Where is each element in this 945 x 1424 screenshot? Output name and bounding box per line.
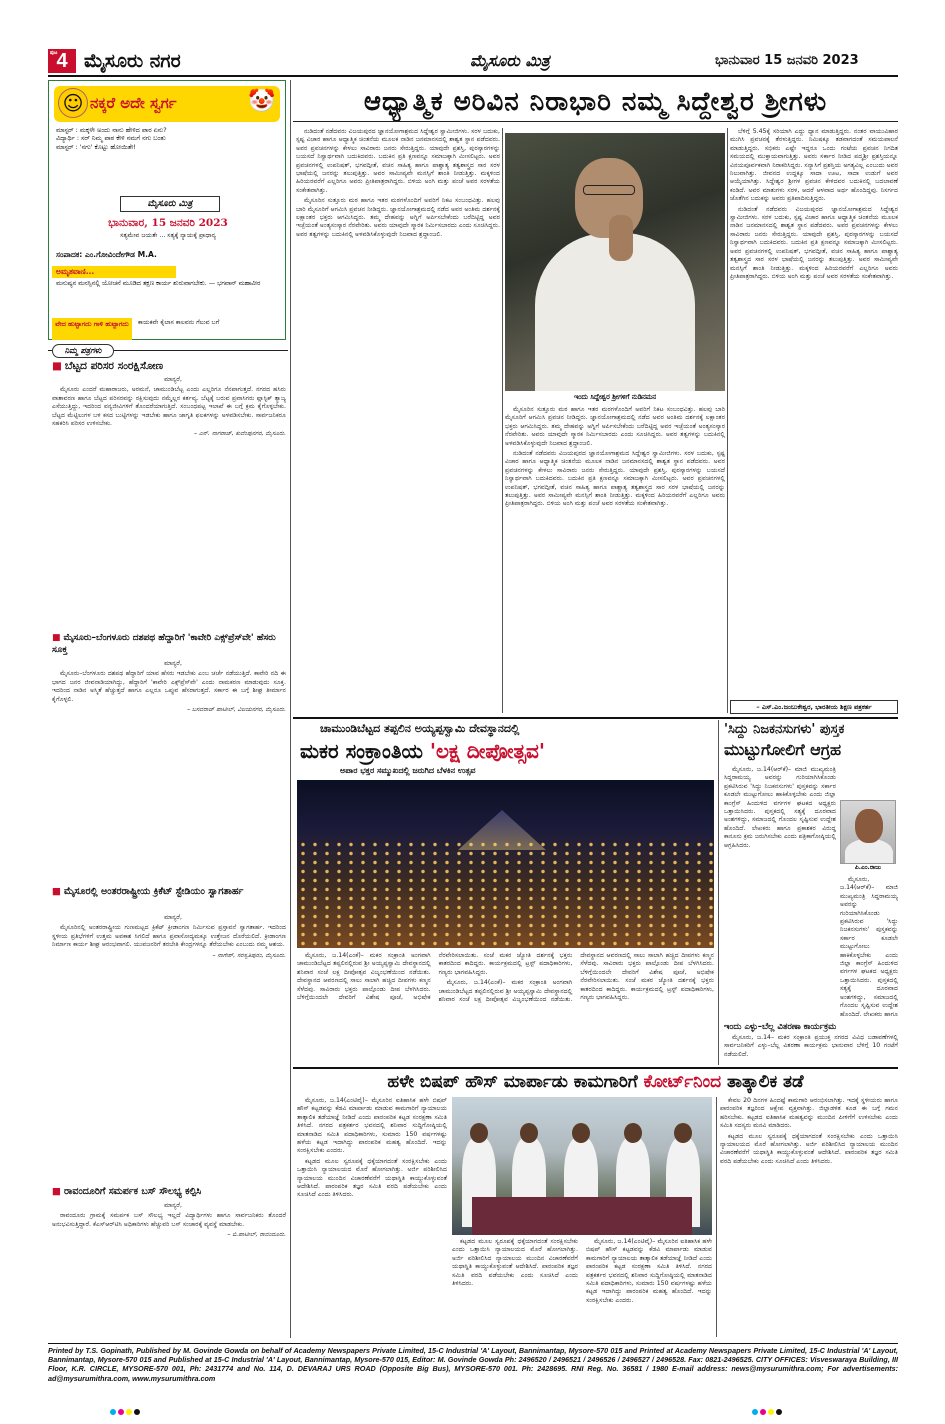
story4-text: ಕೇವಲ 20 ದಿನಗಳ ಹಿಂದಷ್ಟೆ ಕಾಮಗಾರಿ ಆರಂಭಿಸಲಾಗಿತ್ತು. ಇದಕ್ಕೆ ಸ್ಥಳೀಯರು ಹಾಗೂ ಪಾರಂಪರಿಕ ತಜ್ಞರಿಂದ ಆಕ್ಷೇಪ ವ್ಯಕ್ತವಾಗಿತ್ತು. ಜಿಲ್ಲಾಡಳಿತ ಕೂಡ ಈ ಬಗ್ಗೆ ಗಮನ ಹರಿಸಬೇಕು. ಕಟ್ಟಡದ ಐತಿಹಾಸಿಕ ಮಹತ್ವವನ್ನು ಮುಂದಿನ ಪೀಳಿಗೆಗೆ ಉಳಿಸಬೇಕು ಎಂದು ಸಮಿತಿ ಸದಸ್ಯರು ಮನವಿ ಮಾಡಿದರು.	[720, 1097, 898, 1130]
bullet-icon: ■	[52, 360, 62, 372]
page-label: ಪುಟ	[50, 50, 58, 56]
story4-headline-highlight: ಕೋರ್ಟ್‌ನಿಂದ	[643, 1072, 722, 1092]
lead-text: ನುಡಿದಂತೆ ನಡೆದವರು ವಿಜಯಪುರದ ಜ್ಞಾನಯೋಗಾಶ್ರಮದ ಸಿದ್ದೇಶ್ವರ ಸ್ವಾಮೀಜಿಗಳು. ಸರಳ ಬದುಕು, ಸ್ಪಷ್ಟ ವಿಚಾರ ಹಾಗೂ ಆಧ್ಯಾತ್ಮಿಕ ಚಿಂತನೆಯ ಮೂಲಕ ನಾಡಿನ ಜನಮಾನಸದಲ್ಲಿ ಶಾಶ್ವತ ಸ್ಥಾನ ಪಡೆದವರು. ಅವರ ಪ್ರವಚನಗಳನ್ನು ಕೇಳಲು ಸಾವಿರಾರು ಜನರು ಸೇರುತ್ತಿದ್ದರು. ಯಾವುದೇ ಪ್ರಶಸ್ತಿ, ಪುರಸ್ಕಾರಗಳನ್ನು ಬಯಸದೆ ನಿಸ್ವಾರ್ಥವಾಗಿ ಬದುಕಿದವರು. ಬದುಕಿನ ಪ್ರತಿ ಕ್ಷಣವನ್ನೂ ಸಮಾಜಕ್ಕಾಗಿ ಮೀಸಲಿಟ್ಟರು. ಅವರ ಪ್ರವಚನಗಳಲ್ಲಿ ಉಪನಿಷತ್, ಭಗವದ್ಗೀತೆ, ವಚನ ಸಾಹಿತ್ಯ ಹಾಗೂ ಪಾಶ್ಚಾತ್ಯ ತತ್ವಶಾಸ್ತ್ರದ ಸಾರ ಸರಳ ಭಾಷೆಯಲ್ಲಿ ಜನರನ್ನು ತಲುಪುತ್ತಿತ್ತು. ಅವರ ಸಾಮೀಪ್ಯವೇ ಮನಸ್ಸಿಗೆ ಶಾಂತಿ ನೀಡುತ್ತಿತ್ತು. ಮಕ್ಕಳಿಂದ ಹಿರಿಯರವರೆಗೆ ಎಲ್ಲರಿಗೂ ಅವರು ಪ್ರೀತಿಪಾತ್ರರಾಗಿದ್ದರು. ಬಿಳಿಯ ಅಂಗಿ ಮತ್ತು ಪಂಚೆ ಅವರ ಸರಳತೆಯ ಸಂಕೇತವಾಗಿತ್ತು.	[505, 450, 725, 508]
letter-headline	[52, 1186, 286, 1198]
story3-brief-body	[724, 1034, 898, 1064]
letter-text: ಮೈಸೂರು ಎಂದರೆ ಮಹಾರಾಜರು, ಅರಮನೆ, ಚಾಮುಂಡಿಬೆಟ್ಟ ಎಂದು ಎಲ್ಲರಿಗೂ ನೆನಪಾಗುತ್ತದೆ. ನಗರದ ಹಸಿರು ವಾತಾವರಣ ಹಾಗೂ ಬೆಟ್ಟದ ಪರಿಸರವನ್ನು ರಕ್ಷಿಸುವುದು ನಮ್ಮೆಲ್ಲರ ಕರ್ತವ್ಯ. ಬೆಟ್ಟಕ್ಕೆ ಬರುವ ಪ್ರವಾಸಿಗರು ಪ್ಲಾಸ್ಟಿಕ್ ತ್ಯಾಜ್ಯ ಎಸೆಯುತ್ತಿದ್ದು, ಇದರಿಂದ ವನ್ಯಜೀವಿಗಳಿಗೆ ತೊಂದರೆಯಾಗುತ್ತಿದೆ. ಸಂಬಂಧಪಟ್ಟ ಇಲಾಖೆ ಈ ಬಗ್ಗೆ ಕ್ರಮ ಕೈಗೊಳ್ಳಬೇಕು. ಬೆಟ್ಟದ ಮೆಟ್ಟಿಲುಗಳ ಬಳಿ ಕಸದ ಬುಟ್ಟಿಗಳನ್ನು ಇಡಬೇಕು ಹಾಗೂ ಜಾಗೃತಿ ಫಲಕಗಳನ್ನು ಅಳವಡಿಸಬೇಕು. ಸಾರ್ವಜನಿಕರೂ ಸಹಕರಿಸಿ ಪರಿಸರ ಉಳಿಸಬೇಕು.	[52, 386, 286, 428]
story2-headline-main: ಮಕರ ಸಂಕ್ರಾಂತಿಯ	[300, 739, 430, 763]
section-rule	[293, 717, 898, 719]
joke-title: ನಕ್ಕರೆ ಅದೇ ಸ್ವರ್ಗ	[90, 94, 177, 112]
proverb-label: ವೇದ ಹುಟ್ಟಾಗದು ಗಾಳಿ ಹುಟ್ಟಾಗದು	[52, 318, 132, 340]
page-number-badge	[48, 49, 76, 73]
jester-icon: 🤡	[248, 89, 276, 114]
quote-title: ಅಮೃತವಾಣಿ...	[52, 266, 176, 278]
letter-salute: ಮಾನ್ಯರೆ,	[164, 914, 182, 921]
joke-text	[56, 126, 280, 192]
box-motto: ಸತ್ಯಮೇವ ಜಯತೇ ... ಸತ್ಯಕ್ಕೆ ನ್ಯಾಯಕ್ಕೆ ಪ್ರಾಧಾನ್ಯ	[120, 232, 216, 239]
letter-title: ಮೈಸೂರು–ಬೆಂಗಳೂರು ದಶಪಥ ಹೆದ್ದಾರಿಗೆ 'ಕಾವೇರಿ ಎಕ್ಸ್‌ಪ್ರೆಸ್‌ವೇ' ಹೆಸರು ಸೂಕ್ತ	[52, 633, 276, 655]
joke-line: ಮಾಸ್ಟರ್ : 'ನಗು' ಕೊಟ್ಟು ಹೋಯಿತೇ!	[56, 142, 136, 151]
story4-text: ಮೈಸೂರು, ಜ.14(ಎಂಟಿವೈ)– ಮೈಸೂರಿನ ಐತಿಹಾಸಿಕ ಹಳೇ ಬಿಷಪ್ ಹೌಸ್ ಕಟ್ಟಡವನ್ನು ಕೆಡವಿ ಮಾರ್ಪಾಡು ಮಾಡುವ ಕಾಮಗಾರಿಗೆ ನ್ಯಾಯಾಲಯ ತಾತ್ಕಾಲಿಕ ತಡೆಯಾಜ್ಞೆ ನೀಡಿದೆ ಎಂದು ಪಾರಂಪರಿಕ ಕಟ್ಟಡ ಸಂರಕ್ಷಣಾ ಸಮಿತಿ ತಿಳಿಸಿದೆ. ನಗರದ ಪತ್ರಕರ್ತರ ಭವನದಲ್ಲಿ ಶನಿವಾರ ಸುದ್ದಿಗೋಷ್ಠಿಯಲ್ಲಿ ಮಾತನಾಡಿದ ಸಮಿತಿ ಪದಾಧಿಕಾರಿಗಳು, ಸುಮಾರು 150 ವರ್ಷಗಳಷ್ಟು ಹಳೆಯ ಕಟ್ಟಡ ಇದಾಗಿದ್ದು ಪಾರಂಪರಿಕ ಮಹತ್ವ ಹೊಂದಿದೆ. ಇದನ್ನು ಸಂರಕ್ಷಿಸಬೇಕು ಎಂದರು.	[586, 1238, 712, 1304]
lead-column-2	[505, 406, 725, 712]
letter-body	[52, 1202, 286, 1338]
issue-date: ಭಾನುವಾರ 15 ಜನವರಿ 2023	[715, 53, 859, 68]
lead-text: ಬೆಳಿಗ್ಗೆ 5.45ಕ್ಕೆ ಸರಿಯಾಗಿ ಎದ್ದು ಧ್ಯಾನ ಮಾಡುತ್ತಿದ್ದರು. ನಂತರ ವಾಯುವಿಹಾರ ಮುಗಿಸಿ ಪ್ರವಚನಕ್ಕೆ ತೆರಳುತ್ತಿದ್ದರು. ನಿಮಿಷಕ್ಕೂ ತಡವಾಗದಂತೆ ಸಮಯಪಾಲನೆ ಮಾಡುತ್ತಿದ್ದರು. ಸಭಿಕರು ಎಷ್ಟೇ ಇದ್ದರೂ ಒಂದು ಗಂಟೆಯ ಪ್ರವಚನ ನಿಗದಿತ ಸಮಯದಲ್ಲಿ ಮುಕ್ತಾಯವಾಗುತ್ತಿತ್ತು. ಅವರು ಸರ್ಕಾರ ನೀಡಿದ ಪದ್ಮಶ್ರೀ ಪ್ರಶಸ್ತಿಯನ್ನೂ ವಿನಯಪೂರ್ವಕವಾಗಿ ನಿರಾಕರಿಸಿದ್ದರು. ಸನ್ಯಾಸಿಗೆ ಪ್ರಶಸ್ತಿಯ ಅಗತ್ಯವಿಲ್ಲ ಎಂಬುದು ಅವರ ನಿಲುವಾಗಿತ್ತು. ಜೀವನದ ಉದ್ದಕ್ಕೂ ಸಾದಾ ಊಟ, ಸಾದಾ ಉಡುಗೆ ಅವರ ಆಯ್ಕೆಯಾಗಿತ್ತು. ಸಿದ್ದೇಶ್ವರ ಶ್ರೀಗಳ ಪ್ರವಚನ ಕೇಳಿದವರ ಬದುಕಿನಲ್ಲಿ ಬದಲಾವಣೆ ಕಂಡಿದೆ. ಅವರ ಮಾತುಗಳು ಸರಳ, ಆದರೆ ಆಳವಾದ ಅರ್ಥ ಹೊಂದಿದ್ದವು. ನಿಸರ್ಗದ ಜೊತೆಗಿನ ಬದುಕನ್ನು ಅವರು ಪ್ರತಿಪಾದಿಸುತ್ತಿದ್ದರು.	[730, 128, 898, 203]
joke-line: ಮಾಸ್ಟರ್ : ಮಕ್ಕಳೇ ಅಂದು ನಾನು ಹೇಳಿದ ಪಾಠ ಏನು?	[56, 126, 167, 134]
story2-kicker: ಚಾಮುಂಡಿಬೆಟ್ಟದ ತಪ್ಪಲಿನ ಅಯ್ಯಪ್ಪಸ್ವಾಮಿ ದೇವಸ್ಥಾನದಲ್ಲಿ	[320, 722, 520, 735]
story4-column-2	[452, 1238, 712, 1338]
lead-column-3	[730, 128, 898, 696]
letter-body	[52, 376, 286, 628]
letter-signature: – ಬಸವರಾಜ್ ಪಾಟೀಲ್, ವಿಜಯನಗರ, ಮೈಸೂರು.	[187, 706, 286, 714]
bullet-icon: ■	[52, 633, 61, 643]
story3-headline-line1: 'ಸಿದ್ದು ನಿಜಕನಸುಗಳು' ಪುಸ್ತಕ	[724, 722, 845, 737]
headline-rule	[293, 121, 898, 122]
press-meet-photo	[452, 1097, 712, 1235]
letter-body	[52, 660, 286, 882]
column-divider	[716, 1097, 717, 1337]
story2-body	[297, 952, 714, 1062]
lead-text: ಮೈಸೂರಿನ ಸುತ್ತೂರು ಮಠ ಹಾಗೂ ಇತರ ಮಠಗಳೊಂದಿಗೆ ಅವರಿಗೆ ನಿಕಟ ಸಂಬಂಧವಿತ್ತು. ಹಲವು ಬಾರಿ ಮೈಸೂರಿಗೆ ಆಗಮಿಸಿ ಪ್ರವಚನ ನೀಡಿದ್ದರು. ಜ್ಞಾನಯೋಗಾಶ್ರಮದಲ್ಲಿ ನಡೆದ ಅವರ ಅಂತಿಮ ದರ್ಶನಕ್ಕೆ ಲಕ್ಷಾಂತರ ಭಕ್ತರು ಆಗಮಿಸಿದ್ದರು. ತಮ್ಮ ದೇಹವನ್ನು ಅಗ್ನಿಗೆ ಅರ್ಪಿಸಬೇಕೆಂದು ಬರೆದಿಟ್ಟಿದ್ದ ಅವರ ಇಚ್ಛೆಯಂತೆ ಅಂತ್ಯಸಂಸ್ಕಾರ ನೆರವೇರಿತು. ಅವರು ಯಾವುದೇ ಸ್ಮಾರಕ ನಿರ್ಮಿಸಬಾರದು ಎಂದು ಸೂಚಿಸಿದ್ದರು. ಅವರ ತತ್ವಗಳನ್ನು ಬದುಕಿನಲ್ಲಿ ಅಳವಡಿಸಿಕೊಳ್ಳುವುದೇ ನಿಜವಾದ ಶ್ರದ್ಧಾಂಜಲಿ.	[505, 406, 725, 447]
lead-text: ನುಡಿದಂತೆ ನಡೆದವರು ವಿಜಯಪುರದ ಜ್ಞಾನಯೋಗಾಶ್ರಮದ ಸಿದ್ದೇಶ್ವರ ಸ್ವಾಮೀಜಿಗಳು. ಸರಳ ಬದುಕು, ಸ್ಪಷ್ಟ ವಿಚಾರ ಹಾಗೂ ಆಧ್ಯಾತ್ಮಿಕ ಚಿಂತನೆಯ ಮೂಲಕ ನಾಡಿನ ಜನಮಾನಸದಲ್ಲಿ ಶಾಶ್ವತ ಸ್ಥಾನ ಪಡೆದವರು. ಅವರ ಪ್ರವಚನಗಳನ್ನು ಕೇಳಲು ಸಾವಿರಾರು ಜನರು ಸೇರುತ್ತಿದ್ದರು. ಯಾವುದೇ ಪ್ರಶಸ್ತಿ, ಪುರಸ್ಕಾರಗಳನ್ನು ಬಯಸದೆ ನಿಸ್ವಾರ್ಥವಾಗಿ ಬದುಕಿದವರು. ಬದುಕಿನ ಪ್ರತಿ ಕ್ಷಣವನ್ನೂ ಸಮಾಜಕ್ಕಾಗಿ ಮೀಸಲಿಟ್ಟರು. ಅವರ ಪ್ರವಚನಗಳಲ್ಲಿ ಉಪನಿಷತ್, ಭಗವದ್ಗೀತೆ, ವಚನ ಸಾಹಿತ್ಯ ಹಾಗೂ ಪಾಶ್ಚಾತ್ಯ ತತ್ವಶಾಸ್ತ್ರದ ಸಾರ ಸರಳ ಭಾಷೆಯಲ್ಲಿ ಜನರನ್ನು ತಲುಪುತ್ತಿತ್ತು. ಅವರ ಸಾಮೀಪ್ಯವೇ ಮನಸ್ಸಿಗೆ ಶಾಂತಿ ನೀಡುತ್ತಿತ್ತು. ಮಕ್ಕಳಿಂದ ಹಿರಿಯರವರೆಗೆ ಎಲ್ಲರಿಗೂ ಅವರು ಪ್ರೀತಿಪಾತ್ರರಾಗಿದ್ದರು. ಬಿಳಿಯ ಅಂಗಿ ಮತ್ತು ಪಂಚೆ ಅವರ ಸರಳತೆಯ ಸಂಕೇತವಾಗಿತ್ತು.	[296, 128, 500, 194]
letter-salute: ಮಾನ್ಯರೆ,	[164, 1202, 182, 1209]
quote-text: ಮನುಷ್ಯನ ಮನಸ್ಸಿನಲ್ಲಿ ಯೋಚನೆ ಮೂಡಿದ ತಕ್ಷಣ ಕಾರ್ಯ ಶುರುವಾಗಬೇಕು. — ಭಗವಾನ್ ಮಹಾವೀರ	[56, 280, 261, 287]
story2-headline	[300, 738, 700, 764]
story4-headline-end: ತಾತ್ಕಾಲಿಕ ತಡೆ	[721, 1072, 804, 1092]
story3-text: ಮೈಸೂರು, ಜ.14(ಆರ್‌ಕೆ)– ಮಾಜಿ ಮುಖ್ಯಮಂತ್ರಿ ಸಿದ್ದರಾಮಯ್ಯ ಅವರನ್ನು ಗುರಿಯಾಗಿಸಿಕೊಂಡು ಪ್ರಕಟಿಸಿರುವ 'ಸಿದ್ದು ನಿಜಕನಸುಗಳು' ಪುಸ್ತಕವನ್ನು ಸರ್ಕಾರ ಕೂಡಲೇ ಮುಟ್ಟುಗೋಲು ಹಾಕಿಕೊಳ್ಳಬೇಕು ಎಂದು ಜಿಲ್ಲಾ ಕಾಂಗ್ರೆಸ್ ಹಿಂದುಳಿದ ವರ್ಗಗಳ ಘಟಕದ ಅಧ್ಯಕ್ಷರು ಒತ್ತಾಯಿಸಿದರು. ಪುಸ್ತಕದಲ್ಲಿ ಸತ್ಯಕ್ಕೆ ದೂರವಾದ ಅಂಶಗಳಿದ್ದು, ಸಮಾಜದಲ್ಲಿ ಗೊಂದಲ ಸೃಷ್ಟಿಸುವ ಉದ್ದೇಶ ಹೊಂದಿದೆ. ಲೇಖಕರು ಹಾಗೂ ಪ್ರಕಾಶಕರ ವಿರುದ್ಧ ಕಾನೂನು ಕ್ರಮ ಜರುಗಿಸಬೇಕು ಎಂದು ಪತ್ರಿಕಾಗೋಷ್ಠಿಯಲ್ಲಿ ಆಗ್ರಹಿಸಿದರು.	[724, 766, 836, 849]
editor-line: ಸಂಪಾದಕ: ಎಂ.ಗೋವಿಂದೇಗೌಡ M.A.	[56, 250, 157, 259]
letter-body	[52, 914, 286, 1182]
bullet-icon: ■	[52, 1186, 61, 1197]
letter-signature: – ನಾಗೇಶ್, ಸರಸ್ವತಿಪುರಂ, ಮೈಸೂರು.	[212, 951, 286, 959]
letter-text: ರಾವಂದೂರು ಗ್ರಾಮಕ್ಕೆ ಸಮರ್ಪಕ ಬಸ್ ಸೌಲಭ್ಯ ಇಲ್ಲದೆ ವಿದ್ಯಾರ್ಥಿಗಳು ಹಾಗೂ ಸಾರ್ವಜನಿಕರು ತೊಂದರೆ ಅನುಭವಿಸುತ್ತಿದ್ದಾರೆ. ಕೆಎಸ್‌ಆರ್‌ಟಿಸಿ ಅಧಿಕಾರಿಗಳು ಹೆಚ್ಚುವರಿ ಬಸ್ ಸಂಚಾರಕ್ಕೆ ವ್ಯವಸ್ಥೆ ಮಾಡಬೇಕು.	[52, 1212, 286, 1228]
story3-body-continued	[840, 876, 898, 1020]
person-photo	[840, 800, 896, 864]
section-name: ಮೈಸೂರು ನಗರ	[84, 50, 181, 72]
column-divider	[290, 80, 291, 1338]
letter-text: ಮೈಸೂರು–ಬೆಂಗಳೂರು ದಶಪಥ ಹೆದ್ದಾರಿಗೆ ಯಾವ ಹೆಸರು ಇಡಬೇಕು ಎಂಬ ಚರ್ಚೆ ನಡೆಯುತ್ತಿದೆ. ಕಾವೇರಿ ನದಿ ಈ ಭಾಗದ ಜನರ ಜೀವನಾಡಿಯಾಗಿದ್ದು, ಹೆದ್ದಾರಿಗೆ 'ಕಾವೇರಿ ಎಕ್ಸ್‌ಪ್ರೆಸ್‌ವೇ' ಎಂದು ನಾಮಕರಣ ಮಾಡುವುದು ಸೂಕ್ತ. ಇದರಿಂದ ನಾಡಿನ ಅಸ್ಮಿತೆ ಹೆಚ್ಚುತ್ತದೆ ಹಾಗೂ ಎಲ್ಲರೂ ಒಪ್ಪುವ ಹೆಸರಾಗುತ್ತದೆ. ಸರ್ಕಾರ ಈ ಬಗ್ಗೆ ಶೀಘ್ರ ತೀರ್ಮಾನ ಕೈಗೊಳ್ಳಲಿ.	[52, 670, 286, 703]
story4-text: ಮೈಸೂರು, ಜ.14(ಎಂಟಿವೈ)– ಮೈಸೂರಿನ ಐತಿಹಾಸಿಕ ಹಳೇ ಬಿಷಪ್ ಹೌಸ್ ಕಟ್ಟಡವನ್ನು ಕೆಡವಿ ಮಾರ್ಪಾಡು ಮಾಡುವ ಕಾಮಗಾರಿಗೆ ನ್ಯಾಯಾಲಯ ತಾತ್ಕಾಲಿಕ ತಡೆಯಾಜ್ಞೆ ನೀಡಿದೆ ಎಂದು ಪಾರಂಪರಿಕ ಕಟ್ಟಡ ಸಂರಕ್ಷಣಾ ಸಮಿತಿ ತಿಳಿಸಿದೆ. ನಗರದ ಪತ್ರಕರ್ತರ ಭವನದಲ್ಲಿ ಶನಿವಾರ ಸುದ್ದಿಗೋಷ್ಠಿಯಲ್ಲಿ ಮಾತನಾಡಿದ ಸಮಿತಿ ಪದಾಧಿಕಾರಿಗಳು, ಸುಮಾರು 150 ವರ್ಷಗಳಷ್ಟು ಹಳೆಯ ಕಟ್ಟಡ ಇದಾಗಿದ್ದು ಪಾರಂಪರಿಕ ಮಹತ್ವ ಹೊಂದಿದೆ. ಇದನ್ನು ಸಂರಕ್ಷಿಸಬೇಕು ಎಂದರು.	[297, 1097, 447, 1155]
story4-text: ಕಟ್ಟಡದ ಮೂಲ ಸ್ವರೂಪಕ್ಕೆ ಧಕ್ಕೆಯಾಗದಂತೆ ಸಂರಕ್ಷಿಸಬೇಕು ಎಂದು ಒತ್ತಾಯಿಸಿ ನ್ಯಾಯಾಲಯದ ಮೊರೆ ಹೋಗಲಾಗಿತ್ತು. ಅರ್ಜಿ ಪರಿಶೀಲಿಸಿದ ನ್ಯಾಯಾಲಯ ಮುಂದಿನ ವಿಚಾರಣೆವರೆಗೆ ಯಥಾಸ್ಥಿತಿ ಕಾಯ್ದುಕೊಳ್ಳುವಂತೆ ಆದೇಶಿಸಿದೆ. ಪಾರಂಪರಿಕ ತಜ್ಞರ ಸಮಿತಿ ವರದಿ ಪಡೆಯಬೇಕು ಎಂದು ಸೂಚಿಸಿದೆ ಎಂದು ತಿಳಿಸಿದರು.	[297, 1157, 447, 1199]
story4-headline	[293, 1070, 898, 1094]
story2-text: ಮೈಸೂರು, ಜ.14(ಎಂಕೆ)– ಮಕರ ಸಂಕ್ರಾಂತಿ ಅಂಗವಾಗಿ ಚಾಮುಂಡಿಬೆಟ್ಟದ ತಪ್ಪಲಿನಲ್ಲಿರುವ ಶ್ರೀ ಅಯ್ಯಪ್ಪಸ್ವಾಮಿ ದೇವಸ್ಥಾನದಲ್ಲಿ ಶನಿವಾರ ಸಂಜೆ ಲಕ್ಷ ದೀಪೋತ್ಸವ ವಿಜೃಂಭಣೆಯಿಂದ ನಡೆಯಿತು. ದೇವಸ್ಥಾನದ ಆವರಣದಲ್ಲಿ ಸಾಲು ಸಾಲಾಗಿ ಹಚ್ಚಿದ ದೀಪಗಳು ಕಣ್ಮನ ಸೆಳೆದವು. ಸಾವಿರಾರು ಭಕ್ತರು ಪಾಲ್ಗೊಂಡು ದೀಪ ಬೆಳಗಿಸಿದರು. ಬೆಳಿಗ್ಗೆಯಿಂದಲೇ ದೇವರಿಗೆ ವಿಶೇಷ ಪೂಜೆ, ಅಭಿಷೇಕ ನೆರವೇರಿಸಲಾಯಿತು. ಸಂಜೆ ಮಕರ ಜ್ಯೋತಿ ದರ್ಶನಕ್ಕೆ ಭಕ್ತರು ಕಾತರದಿಂದ ಕಾದಿದ್ದರು. ಕಾರ್ಯಕ್ರಮದಲ್ಲಿ ಟ್ರಸ್ಟ್ ಪದಾಧಿಕಾರಿಗಳು, ಗಣ್ಯರು ಭಾಗವಹಿಸಿದ್ದರು.	[297, 952, 573, 1002]
letter-headline	[52, 632, 286, 656]
letter-salute: ಮಾನ್ಯರೆ,	[164, 376, 182, 383]
bullet-icon: ■	[52, 886, 61, 897]
story2-headline-highlight: 'ಲಕ್ಷ ದೀಪೋತ್ಸವ'	[429, 739, 545, 763]
letter-title: ಮೈಸೂರಲ್ಲಿ ಅಂತರರಾಷ್ಟ್ರೀಯ ಕ್ರಿಕೆಟ್ ಸ್ಟೇಡಿಯಂ ಸ್ವಾಗತಾರ್ಹ	[63, 886, 244, 897]
proverb-text: ಕಾಯಕವೇ ಕೈಲಾಸ ಕಾಲವನು ಗೆಲುವ ಬಗೆ	[138, 319, 220, 326]
story4-column-3	[720, 1097, 898, 1337]
column-divider	[502, 128, 503, 713]
letter-headline	[52, 360, 286, 373]
story4-column-1	[297, 1097, 447, 1337]
letter-salute: ಮಾನ್ಯರೆ,	[164, 660, 182, 667]
person-photo-caption: ಪಿ.ಎಂ.ರಾಜು	[854, 864, 882, 871]
photo-caption: ಇಂದು ಸಿದ್ದೇಶ್ವರ ಶ್ರೀಗಳಿಗೆ ನುಡಿನಮನ	[573, 393, 657, 401]
imprint-line: Printed by T.S. Gopinath, Published by M. Govinde Gowda on behalf of Academy Newspapers Private Limited, 15-C Industrial 'A' Layout, Bannimantap, Mysore-570 015 and Printed at Academy Newspapers Private Limited, 15-C Industrial 'A' Layout, Bannimantap, Mysore-570 015 and Published at 15-C Industrial 'A' Layout, Bannimantap, Mysore-570 015, Editor: M. Govinde Gowda Ph: 2496520 / 2496521 / 2496526 / 2496527 / 2496528. Fax: 0821-2496525. CITY OFFICES: Visveswaraya Building, III Floor, K.R. CIRCLE, MYSORE-570 001, Ph: 2431774 and No. 114, D. DEVARAJ URS ROAD (Opposite Big Bus), MYSORE-570 001. Ph: 2428695. RNI Reg. No. 36581 / 1980 E-mail address: news@mysurumithra.com; For advertisements: ad@mysurumithra.com, www.mysurumithra.com	[48, 1343, 898, 1393]
joke-line: ವಿದ್ಯಾರ್ಥಿ : ಸರ್ ನಿಮ್ಮ ಪಾಠ ಕೇಳಿ ನಮಗೆ ನಗು ಬಂತು	[56, 134, 166, 143]
laughing-face-icon: ☺	[58, 88, 88, 118]
lead-column-1	[296, 128, 500, 713]
letters-section-tab: ನಿಮ್ಮ ಪತ್ರಗಳು	[52, 344, 114, 358]
lead-text: ನುಡಿದಂತೆ ನಡೆದವರು ವಿಜಯಪುರದ ಜ್ಞಾನಯೋಗಾಶ್ರಮದ ಸಿದ್ದೇಶ್ವರ ಸ್ವಾಮೀಜಿಗಳು. ಸರಳ ಬದುಕು, ಸ್ಪಷ್ಟ ವಿಚಾರ ಹಾಗೂ ಆಧ್ಯಾತ್ಮಿಕ ಚಿಂತನೆಯ ಮೂಲಕ ನಾಡಿನ ಜನಮಾನಸದಲ್ಲಿ ಶಾಶ್ವತ ಸ್ಥಾನ ಪಡೆದವರು. ಅವರ ಪ್ರವಚನಗಳನ್ನು ಕೇಳಲು ಸಾವಿರಾರು ಜನರು ಸೇರುತ್ತಿದ್ದರು. ಯಾವುದೇ ಪ್ರಶಸ್ತಿ, ಪುರಸ್ಕಾರಗಳನ್ನು ಬಯಸದೆ ನಿಸ್ವಾರ್ಥವಾಗಿ ಬದುಕಿದವರು. ಬದುಕಿನ ಪ್ರತಿ ಕ್ಷಣವನ್ನೂ ಸಮಾಜಕ್ಕಾಗಿ ಮೀಸಲಿಟ್ಟರು. ಅವರ ಪ್ರವಚನಗಳಲ್ಲಿ ಉಪನಿಷತ್, ಭಗವದ್ಗೀತೆ, ವಚನ ಸಾಹಿತ್ಯ ಹಾಗೂ ಪಾಶ್ಚಾತ್ಯ ತತ್ವಶಾಸ್ತ್ರದ ಸಾರ ಸರಳ ಭಾಷೆಯಲ್ಲಿ ಜನರನ್ನು ತಲುಪುತ್ತಿತ್ತು. ಅವರ ಸಾಮೀಪ್ಯವೇ ಮನಸ್ಸಿಗೆ ಶಾಂತಿ ನೀಡುತ್ತಿತ್ತು. ಮಕ್ಕಳಿಂದ ಹಿರಿಯರವರೆಗೆ ಎಲ್ಲರಿಗೂ ಅವರು ಪ್ರೀತಿಪಾತ್ರರಾಗಿದ್ದರು. ಬಿಳಿಯ ಅಂಗಿ ಮತ್ತು ಪಂಚೆ ಅವರ ಸರಳತೆಯ ಸಂಕೇತವಾಗಿತ್ತು.	[730, 205, 898, 280]
column-divider	[727, 128, 728, 713]
seer-photo	[505, 133, 725, 391]
story2-text: ಮೈಸೂರು, ಜ.14(ಎಂಕೆ)– ಮಕರ ಸಂಕ್ರಾಂತಿ ಅಂಗವಾಗಿ ಚಾಮುಂಡಿಬೆಟ್ಟದ ತಪ್ಪಲಿನಲ್ಲಿರುವ ಶ್ರೀ ಅಯ್ಯಪ್ಪಸ್ವಾಮಿ ದೇವಸ್ಥಾನದಲ್ಲಿ ಶನಿವಾರ ಸಂಜೆ ಲಕ್ಷ ದೀಪೋತ್ಸವ ವಿಜೃಂಭಣೆಯಿಂದ ನಡೆಯಿತು. ದೇವಸ್ಥಾನದ ಆವರಣದಲ್ಲಿ ಸಾಲು ಸಾಲಾಗಿ ಹಚ್ಚಿದ ದೀಪಗಳು ಕಣ್ಮನ ಸೆಳೆದವು. ಸಾವಿರಾರು ಭಕ್ತರು ಪಾಲ್ಗೊಂಡು ದೀಪ ಬೆಳಗಿಸಿದರು. ಬೆಳಿಗ್ಗೆಯಿಂದಲೇ ದೇವರಿಗೆ ವಿಶೇಷ ಪೂಜೆ, ಅಭಿಷೇಕ ನೆರವೇರಿಸಲಾಯಿತು. ಸಂಜೆ ಮಕರ ಜ್ಯೋತಿ ದರ್ಶನಕ್ಕೆ ಭಕ್ತರು ಕಾತರದಿಂದ ಕಾದಿದ್ದರು. ಕಾರ್ಯಕ್ರಮದಲ್ಲಿ ಟ್ರಸ್ಟ್ ಪದಾಧಿಕಾರಿಗಳು, ಗಣ್ಯರು ಭಾಗವಹಿಸಿದ್ದರು.	[438, 952, 714, 1004]
letter-signature: – ಎನ್. ನಾಗರಾಜ್, ಕುವೆಂಪುನಗರ, ಮೈಸೂರು.	[193, 430, 286, 438]
story3-text: ಮೈಸೂರು, ಜ.14(ಆರ್‌ಕೆ)– ಮಾಜಿ ಮುಖ್ಯಮಂತ್ರಿ ಸಿದ್ದರಾಮಯ್ಯ ಅವರನ್ನು ಗುರಿಯಾಗಿಸಿಕೊಂಡು ಪ್ರಕಟಿಸಿರುವ 'ಸಿದ್ದು ನಿಜಕನಸುಗಳು' ಪುಸ್ತಕವನ್ನು ಸರ್ಕಾರ ಕೂಡಲೇ ಮುಟ್ಟುಗೋಲು ಹಾಕಿಕೊಳ್ಳಬೇಕು ಎಂದು ಜಿಲ್ಲಾ ಕಾಂಗ್ರೆಸ್ ಹಿಂದುಳಿದ ವರ್ಗಗಳ ಘಟಕದ ಅಧ್ಯಕ್ಷರು ಒತ್ತಾಯಿಸಿದರು. ಪುಸ್ತಕದಲ್ಲಿ ಸತ್ಯಕ್ಕೆ ದೂರವಾದ ಅಂಶಗಳಿದ್ದು, ಸಮಾಜದಲ್ಲಿ ಗೊಂದಲ ಸೃಷ್ಟಿಸುವ ಉದ್ದೇಶ ಹೊಂದಿದೆ. ಲೇಖಕರು ಹಾಗೂ	[840, 876, 898, 1018]
story4-headline-main: ಹಳೇ ಬಿಷಪ್ ಹೌಸ್ ಮಾರ್ಪಾಡು ಕಾಮಗಾರಿಗೆ	[387, 1072, 644, 1092]
story2-subhead: ಅಪಾರ ಭಕ್ತರ ಸಮ್ಮುಖದಲ್ಲಿ ಜರುಗಿದ ಬೆಳಕಿನ ಉತ್ಸವ	[340, 766, 476, 775]
story3-brief-text: ಮೈಸೂರು, ಜ.14– ಮಕರ ಸಂಕ್ರಾಂತಿ ಪ್ರಯುಕ್ತ ನಗರದ ವಿವಿಧ ಬಡಾವಣೆಗಳಲ್ಲಿ ಸಾರ್ವಜನಿಕರಿಗೆ ಎಳ್ಳು–ಬೆಲ್ಲ ವಿತರಣಾ ಕಾರ್ಯಕ್ರಮ ಭಾನುವಾರ ಬೆಳಿಗ್ಗೆ 10 ಗಂಟೆಗೆ ನಡೆಯಲಿದೆ.	[724, 1034, 898, 1058]
letter-title: ರಾವಂದೂರಿಗೆ ಸಮರ್ಪಕ ಬಸ್ ಸೌಲಭ್ಯ ಕಲ್ಪಿಸಿ	[63, 1186, 202, 1197]
masthead-rule	[48, 75, 898, 77]
letter-signature: – ಬಿ.ಪಾಟೀಲ್, ರಾವಂದೂರು.	[227, 1231, 286, 1239]
box-date: ಭಾನುವಾರ, 15 ಜನವರಿ 2023	[108, 217, 228, 229]
section-rule	[293, 1067, 898, 1069]
letter-title: ಬೆಟ್ಟದ ಪರಿಸರ ಸಂರಕ್ಷಿಸೋಣ	[64, 360, 164, 372]
story3-headline-line2: ಮುಟ್ಟುಗೋಲಿಗೆ ಆಗ್ರಹ	[724, 740, 842, 759]
paper-logo: ಮೈಸೂರು ಮಿತ್ರ	[470, 51, 550, 70]
lead-text: ಮೈಸೂರಿನ ಸುತ್ತೂರು ಮಠ ಹಾಗೂ ಇತರ ಮಠಗಳೊಂದಿಗೆ ಅವರಿಗೆ ನಿಕಟ ಸಂಬಂಧವಿತ್ತು. ಹಲವು ಬಾರಿ ಮೈಸೂರಿಗೆ ಆಗಮಿಸಿ ಪ್ರವಚನ ನೀಡಿದ್ದರು. ಜ್ಞಾನಯೋಗಾಶ್ರಮದಲ್ಲಿ ನಡೆದ ಅವರ ಅಂತಿಮ ದರ್ಶನಕ್ಕೆ ಲಕ್ಷಾಂತರ ಭಕ್ತರು ಆಗಮಿಸಿದ್ದರು. ತಮ್ಮ ದೇಹವನ್ನು ಅಗ್ನಿಗೆ ಅರ್ಪಿಸಬೇಕೆಂದು ಬರೆದಿಟ್ಟಿದ್ದ ಅವರ ಇಚ್ಛೆಯಂತೆ ಅಂತ್ಯಸಂಸ್ಕಾರ ನೆರವೇರಿತು. ಅವರು ಯಾವುದೇ ಸ್ಮಾರಕ ನಿರ್ಮಿಸಬಾರದು ಎಂದು ಸೂಚಿಸಿದ್ದರು. ಅವರ ತತ್ವಗಳನ್ನು ಬದುಕಿನಲ್ಲಿ ಅಳವಡಿಸಿಕೊಳ್ಳುವುದೇ ನಿಜವಾದ ಶ್ರದ್ಧಾಂಜಲಿ.	[296, 197, 500, 238]
lead-byline: – ಎಸ್.ಎಂ.ಜಂಬುಕೇಶ್ವರ, ಭಾರತೀಯ ಶಿಕ್ಷಣ ಪತ್ರಕರ್ತ	[730, 700, 898, 714]
story3-brief-title: ಇಂದು ಎಳ್ಳು–ಬೆಲ್ಲ ವಿತರಣಾ ಕಾರ್ಯಕ್ರಮ	[724, 1022, 837, 1032]
letter-text: ಮೈಸೂರಿನಲ್ಲಿ ಅಂತರರಾಷ್ಟ್ರೀಯ ಗುಣಮಟ್ಟದ ಕ್ರಿಕೆಟ್ ಕ್ರೀಡಾಂಗಣ ನಿರ್ಮಿಸುವ ಪ್ರಸ್ತಾವನೆ ಸ್ವಾಗತಾರ್ಹ. ಇದರಿಂದ ಸ್ಥಳೀಯ ಪ್ರತಿಭೆಗಳಿಗೆ ಉತ್ತಮ ಅವಕಾಶ ಸಿಗಲಿದೆ ಹಾಗೂ ಪ್ರವಾಸೋದ್ಯಮಕ್ಕೂ ಉತ್ತೇಜನ ದೊರೆಯಲಿದೆ. ಕ್ರೀಡಾಂಗಣ ನಿರ್ಮಾಣ ಕಾರ್ಯ ಶೀಘ್ರ ಆರಂಭವಾಗಲಿ. ಯುವಜನರಿಗೆ ತರಬೇತಿ ಕೇಂದ್ರಗಳನ್ನೂ ತೆರೆಯಬೇಕು ಎಂಬುದು ನಮ್ಮ ಆಶಯ.	[52, 924, 286, 949]
column-divider	[718, 720, 719, 1065]
mini-paper-logo: ಮೈಸೂರು ಮಿತ್ರ	[120, 196, 220, 212]
story4-text: ಕಟ್ಟಡದ ಮೂಲ ಸ್ವರೂಪಕ್ಕೆ ಧಕ್ಕೆಯಾಗದಂತೆ ಸಂರಕ್ಷಿಸಬೇಕು ಎಂದು ಒತ್ತಾಯಿಸಿ ನ್ಯಾಯಾಲಯದ ಮೊರೆ ಹೋಗಲಾಗಿತ್ತು. ಅರ್ಜಿ ಪರಿಶೀಲಿಸಿದ ನ್ಯಾಯಾಲಯ ಮುಂದಿನ ವಿಚಾರಣೆವರೆಗೆ ಯಥಾಸ್ಥಿತಿ ಕಾಯ್ದುಕೊಳ್ಳುವಂತೆ ಆದೇಶಿಸಿದೆ. ಪಾರಂಪರಿಕ ತಜ್ಞರ ಸಮಿತಿ ವರದಿ ಪಡೆಯಬೇಕು ಎಂದು ಸೂಚಿಸಿದೆ ಎಂದು ತಿಳಿಸಿದರು.	[452, 1238, 578, 1288]
page-number: 4	[56, 50, 68, 72]
lamp-festival-photo	[297, 780, 714, 948]
lead-headline: ಆಧ್ಯಾತ್ಮಿಕ ಅರಿವಿನ ನಿರಾಭಾರಿ ನಮ್ಮ ಸಿದ್ದೇಶ್ವರ ಶ್ರೀಗಳು	[293, 82, 898, 122]
story3-body	[724, 766, 836, 1020]
letter-headline	[52, 886, 286, 898]
registration-marks	[110, 1400, 840, 1410]
story4-text: ಕಟ್ಟಡದ ಮೂಲ ಸ್ವರೂಪಕ್ಕೆ ಧಕ್ಕೆಯಾಗದಂತೆ ಸಂರಕ್ಷಿಸಬೇಕು ಎಂದು ಒತ್ತಾಯಿಸಿ ನ್ಯಾಯಾಲಯದ ಮೊರೆ ಹೋಗಲಾಗಿತ್ತು. ಅರ್ಜಿ ಪರಿಶೀಲಿಸಿದ ನ್ಯಾಯಾಲಯ ಮುಂದಿನ ವಿಚಾರಣೆವರೆಗೆ ಯಥಾಸ್ಥಿತಿ ಕಾಯ್ದುಕೊಳ್ಳುವಂತೆ ಆದೇಶಿಸಿದೆ. ಪಾರಂಪರಿಕ ತಜ್ಞರ ಸಮಿತಿ ವರದಿ ಪಡೆಯಬೇಕು ಎಂದು ಸೂಚಿಸಿದೆ ಎಂದು ತಿಳಿಸಿದರು.	[720, 1132, 898, 1165]
